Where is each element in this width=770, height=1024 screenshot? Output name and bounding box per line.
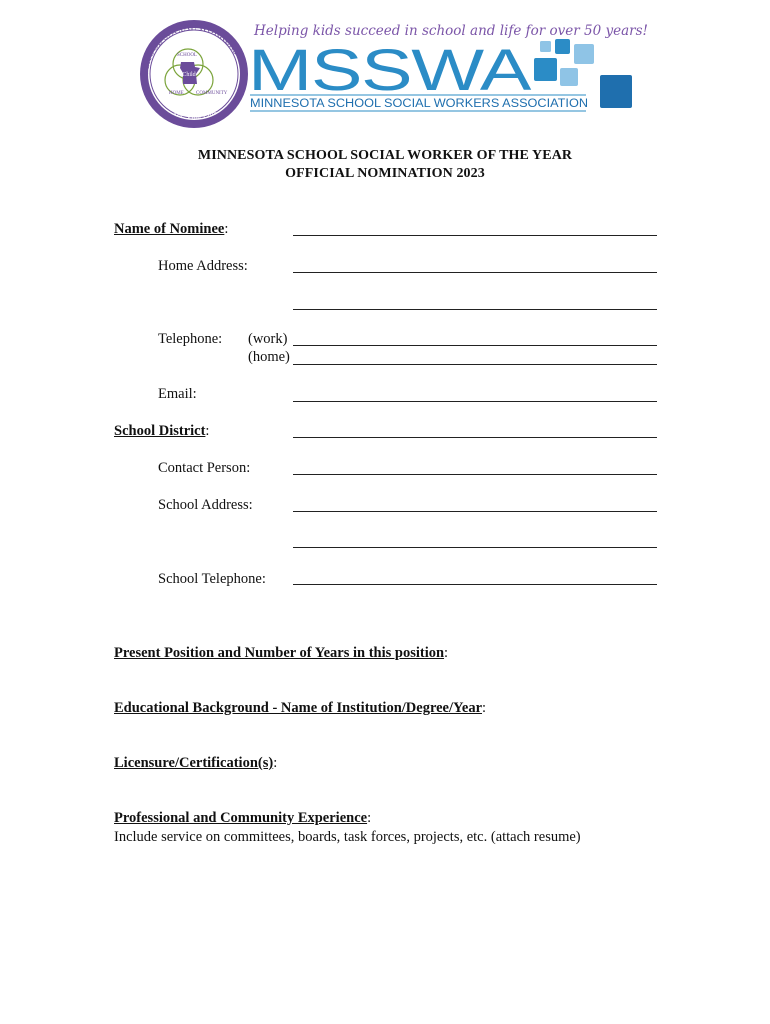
home-phone-field[interactable] (293, 364, 657, 365)
document-subtitle: OFFICIAL NOMINATION 2023 (285, 166, 485, 181)
logo-tagline: Helping kids succeed in school and life for over 50 years! (254, 23, 648, 39)
school-address-field-2[interactable] (293, 547, 657, 548)
work-phone-field[interactable] (293, 345, 657, 346)
home-address-label: Home Address: (158, 258, 248, 274)
email-label: Email: (158, 386, 197, 402)
seal-ring-text: SCHOOL SOCIAL WORKERS (140, 22, 242, 77)
work-phone-label: (work) (248, 331, 288, 347)
document-title: MINNESOTA SCHOOL SOCIAL WORKER OF THE YEAR (197, 148, 573, 163)
logo-acronym: MSSWA (248, 38, 532, 103)
school-address-field-1[interactable] (293, 511, 657, 512)
seal-emblem (140, 20, 248, 128)
school-address-label: School Address: (158, 497, 253, 513)
contact-person-label: Contact Person: (158, 460, 251, 476)
nominee-label: Name of Nominee: (114, 221, 229, 237)
school-district-label: School District: (114, 423, 210, 439)
telephone-label: Telephone: (158, 331, 223, 347)
nominee-name-field[interactable] (293, 235, 657, 236)
school-telephone-label: School Telephone: (158, 571, 266, 587)
school-telephone-field[interactable] (293, 584, 657, 585)
seal-school-text: SCHOOL (176, 53, 198, 58)
licensure-heading: Licensure/Certification(s): (114, 755, 278, 771)
seal-community-text: COMMUNITY (196, 91, 228, 96)
seal-child-text: Child (182, 72, 196, 78)
seal-home-text: HOME (169, 91, 184, 96)
msswa-logo (136, 18, 648, 126)
present-position-heading: Present Position and Number of Years in this position: (114, 645, 449, 661)
contact-person-field[interactable] (293, 474, 657, 475)
school-district-field[interactable] (293, 437, 657, 438)
home-phone-label: (home) (248, 349, 290, 365)
educational-background-heading: Educational Background - Name of Institution/Degree/Year: (114, 700, 487, 716)
home-address-field-1[interactable] (293, 272, 657, 273)
seal-bottom-text: The Vital Link (171, 106, 219, 122)
home-address-field-2[interactable] (293, 309, 657, 310)
experience-note: Include service on committees, boards, task forces, projects, etc. (attach resume) (114, 829, 581, 845)
experience-heading: Professional and Community Experience: (114, 810, 372, 826)
logo-full-name: MINNESOTA SCHOOL SOCIAL WORKERS ASSOCIATION (250, 98, 588, 110)
email-field[interactable] (293, 401, 657, 402)
